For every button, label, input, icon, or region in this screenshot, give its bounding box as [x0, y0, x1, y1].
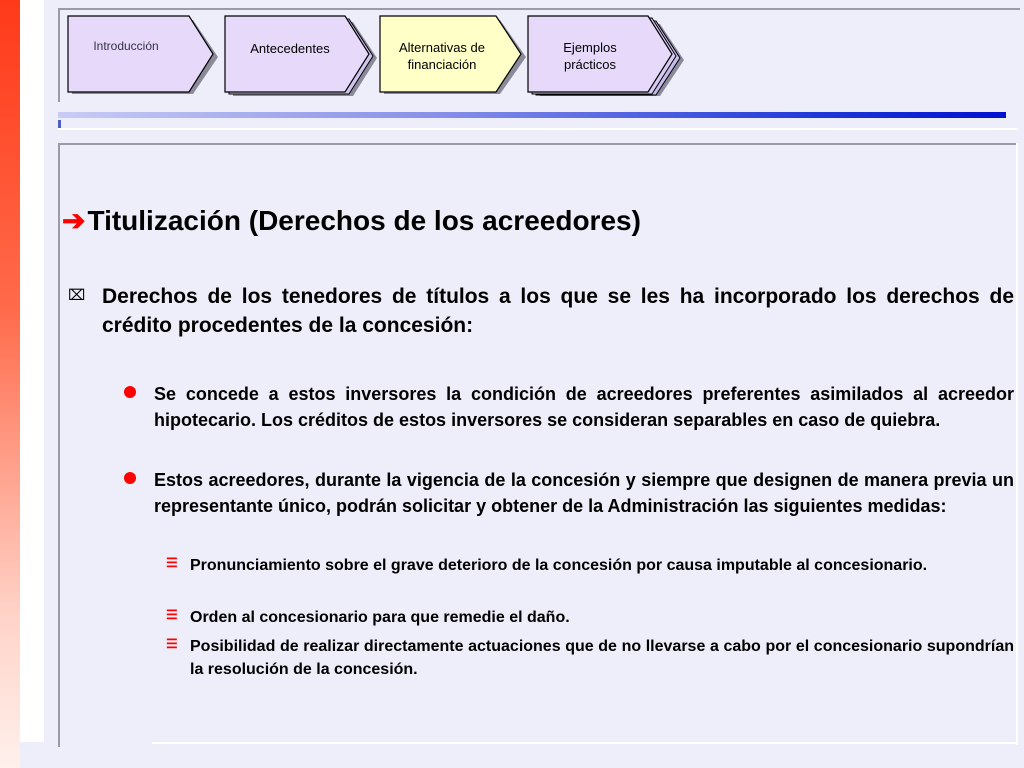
- tab-introduccion[interactable]: [68, 16, 218, 98]
- left-white-strip: [20, 0, 44, 742]
- red-dot-icon: [124, 386, 136, 398]
- level3-text: Orden al concesionario para que remedie el daño.: [190, 609, 570, 626]
- x-box-icon: ⌧: [68, 287, 86, 304]
- right-arrow-icon: ➔: [62, 205, 86, 236]
- tab-ejemplos-practicos[interactable]: [528, 16, 686, 98]
- level2-bullet: [124, 467, 1014, 519]
- tab-shape: [225, 16, 377, 98]
- tab-label: Introducción: [93, 39, 159, 53]
- left-accent-bar: [0, 0, 20, 768]
- level1-bullet: [68, 282, 1014, 340]
- level1-text: Derechos de los tenedores de títulos a los que se les ha incorporado los derechos de crédito procedentes de la concesión:: [102, 285, 1014, 337]
- frame-bottom-edge: [152, 742, 1018, 744]
- stacked-lines-icon: ☰: [166, 607, 178, 622]
- red-dot-icon: [124, 472, 136, 484]
- level3-bullet: [166, 635, 1014, 681]
- level3-text: Pronunciamiento sobre el grave deterioro de la concesión por causa imputable al concesionario.: [190, 557, 928, 574]
- level3-bullet: [166, 554, 1014, 577]
- tab-label: Ejemplos prácticos: [563, 40, 617, 72]
- slide-title-text: Titulización (Derechos de los acreedores): [87, 205, 641, 236]
- tab-antecedentes[interactable]: [225, 16, 377, 98]
- header-gradient-bar: [58, 112, 1006, 118]
- tab-label: Alternativas de financiación: [399, 40, 485, 72]
- header-bar-cap: [58, 120, 61, 128]
- tab-shape: [68, 16, 218, 98]
- stacked-lines-icon: ☰: [166, 555, 178, 570]
- level3-bullet: [166, 606, 1014, 629]
- tab-alternativas-de-financiacion[interactable]: [380, 16, 526, 98]
- level2-text: Se concede a estos inversores la condición de acreedores preferentes asimilados al acreedor hipotecario. Los créditos de estos inversores se consideran separables en caso de quiebra.: [154, 384, 1014, 430]
- divider-line: [58, 128, 1018, 130]
- level3-text: Posibilidad de realizar directamente actuaciones que de no llevarse a cabo por el concesionario supondrían la resolución de la concesión.: [190, 638, 1014, 678]
- level2-text: Estos acreedores, durante la vigencia de la concesión y siempre que designen de manera previa un representante único, podrán solicitar y obtener de la Administración las siguientes medidas:: [154, 470, 1014, 516]
- stacked-lines-icon: ☰: [166, 636, 178, 651]
- level2-bullet: [124, 381, 1014, 433]
- frame-right-edge: [1016, 143, 1018, 745]
- slide-title: [62, 204, 641, 237]
- tab-label: Antecedentes: [250, 41, 330, 56]
